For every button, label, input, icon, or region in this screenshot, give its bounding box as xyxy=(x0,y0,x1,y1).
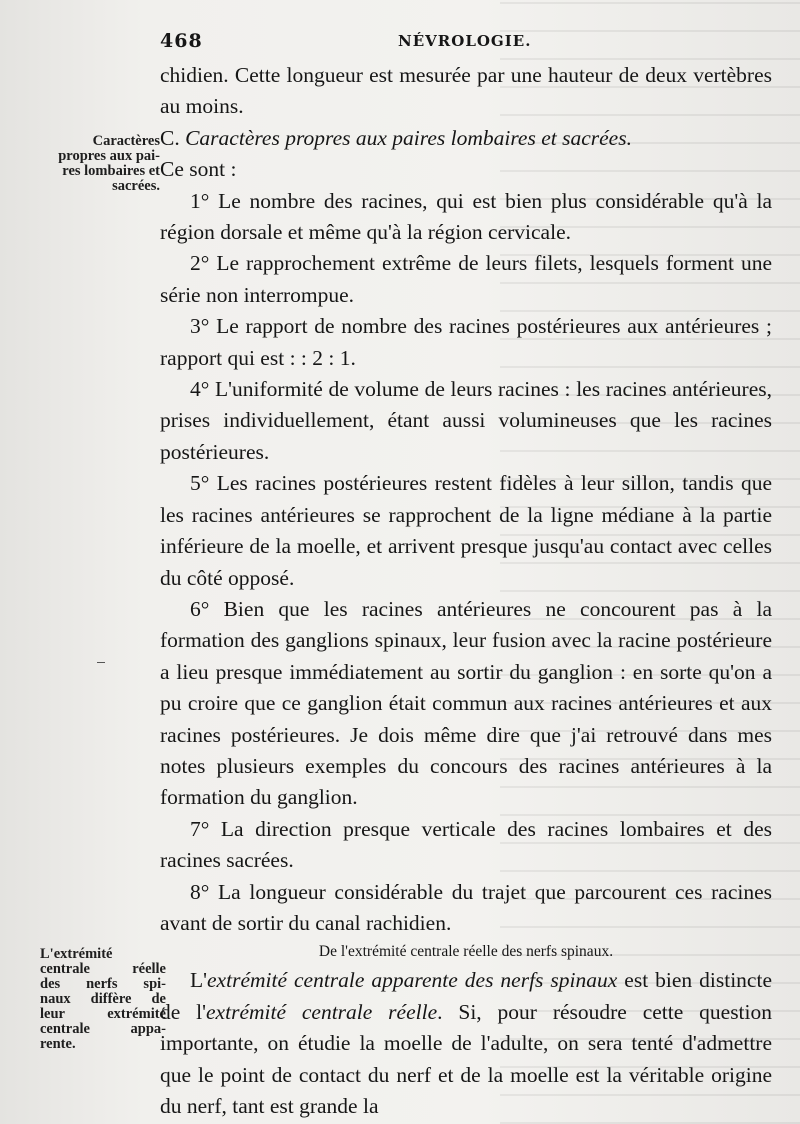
subsection-heading: De l'extrémité centrale réelle des nerfs spinaux. xyxy=(318,943,614,961)
margin-note-line: L'extrémité xyxy=(40,946,113,962)
body-text xyxy=(160,60,772,1122)
list-item-5: 5° Les racines postérieures restent fidèles à leur sillon, tandis que les racines antérieures se rapprochent de la ligne médiane à la partie inférieure de la moelle, et arrivent presque jusqu'au contact avec celles du côté opposé. xyxy=(160,471,772,590)
paragraph-continuation: chidien. Cette longueur est mesurée par une hauteur de deux vertèbres au moins. xyxy=(160,63,772,119)
page-header xyxy=(0,30,800,60)
margin-note-line: res lombaires et xyxy=(62,163,160,179)
section-letter: C. xyxy=(160,125,180,150)
page-number: 468 xyxy=(160,30,203,52)
final-l: L' xyxy=(190,968,208,993)
list-item-2: 2° Le rapprochement extrême de leurs filets, lesquels forment une série non interrompue. xyxy=(160,251,772,307)
margin-note-line: Caractères xyxy=(92,133,160,149)
margin-note-line: des nerfs spi- xyxy=(40,976,166,992)
emphasis-reelle: extrémité centrale réelle xyxy=(206,999,438,1024)
list-item-4: 4° L'uniformité de volume de leurs racines : les racines antérieures, prises individuellement, étant aussi volumineuses que les racines postérieures. xyxy=(160,377,772,464)
margin-dash-mark xyxy=(97,662,105,663)
margin-note-line: naux diffère de xyxy=(40,991,166,1007)
final-paragraph xyxy=(160,965,772,1122)
running-title: NÉVROLOGIE. xyxy=(398,32,532,50)
intro-text: Ce sont : xyxy=(160,157,237,182)
list-item-8: 8° La longueur considérable du trajet que parcourent ces racines avant de sortir du canal rachidien. xyxy=(160,879,772,935)
margin-note-line: sacrées. xyxy=(112,178,160,194)
margin-note-line: rente. xyxy=(40,1036,76,1052)
list-item-3: 3° Le rapport de nombre des racines postérieures aux antérieures ; rapport qui est : : 2 : 1. xyxy=(160,314,772,370)
margin-note-caracteres xyxy=(42,134,160,194)
final-text-1: est bien distincte de l' xyxy=(160,968,772,1024)
section-title: Caractères propres aux paires lombaires et sacrées. xyxy=(185,125,632,150)
final-text-2: . Si, pour résoudre cette question importante, on étudie la moelle de l'adulte, on sera tenté d'admettre que le point de contact du nerf et de la moelle est la véritable origine du nerf, tant est grande la xyxy=(160,999,773,1118)
margin-note-line: centrale réelle xyxy=(40,961,166,977)
list-item-6: 6° Bien que les racines antérieures ne concourent pas à la formation des ganglions spinaux, leur fusion avec la racine postérieure a lieu presque immédiatement au sortir du ganglion : en sorte qu'on a pu croire que ce ganglion était commun aux racines antérieures et aux racines postérieures. Je dois même dire que j'ai retrouvé dans mes notes plusieurs exemples du concours des racines antérieures à la formation du ganglion. xyxy=(160,596,772,810)
section-heading-c xyxy=(160,123,772,154)
margin-note-line: leur extrémité xyxy=(40,1006,166,1022)
list-item-1: 1° Le nombre des racines, qui est bien plus considérable qu'à la région dorsale et même qu'à la région cervicale. xyxy=(160,188,772,245)
emphasis-apparent: extrémité centrale apparente des nerfs spinaux xyxy=(207,968,618,993)
margin-note-line: propres aux pai- xyxy=(58,148,160,164)
margin-note-line: centrale appa- xyxy=(40,1021,166,1037)
margin-note-extremite xyxy=(40,947,166,1052)
list-item-7: 7° La direction presque verticale des racines lombaires et des racines sacrées. xyxy=(160,816,772,873)
